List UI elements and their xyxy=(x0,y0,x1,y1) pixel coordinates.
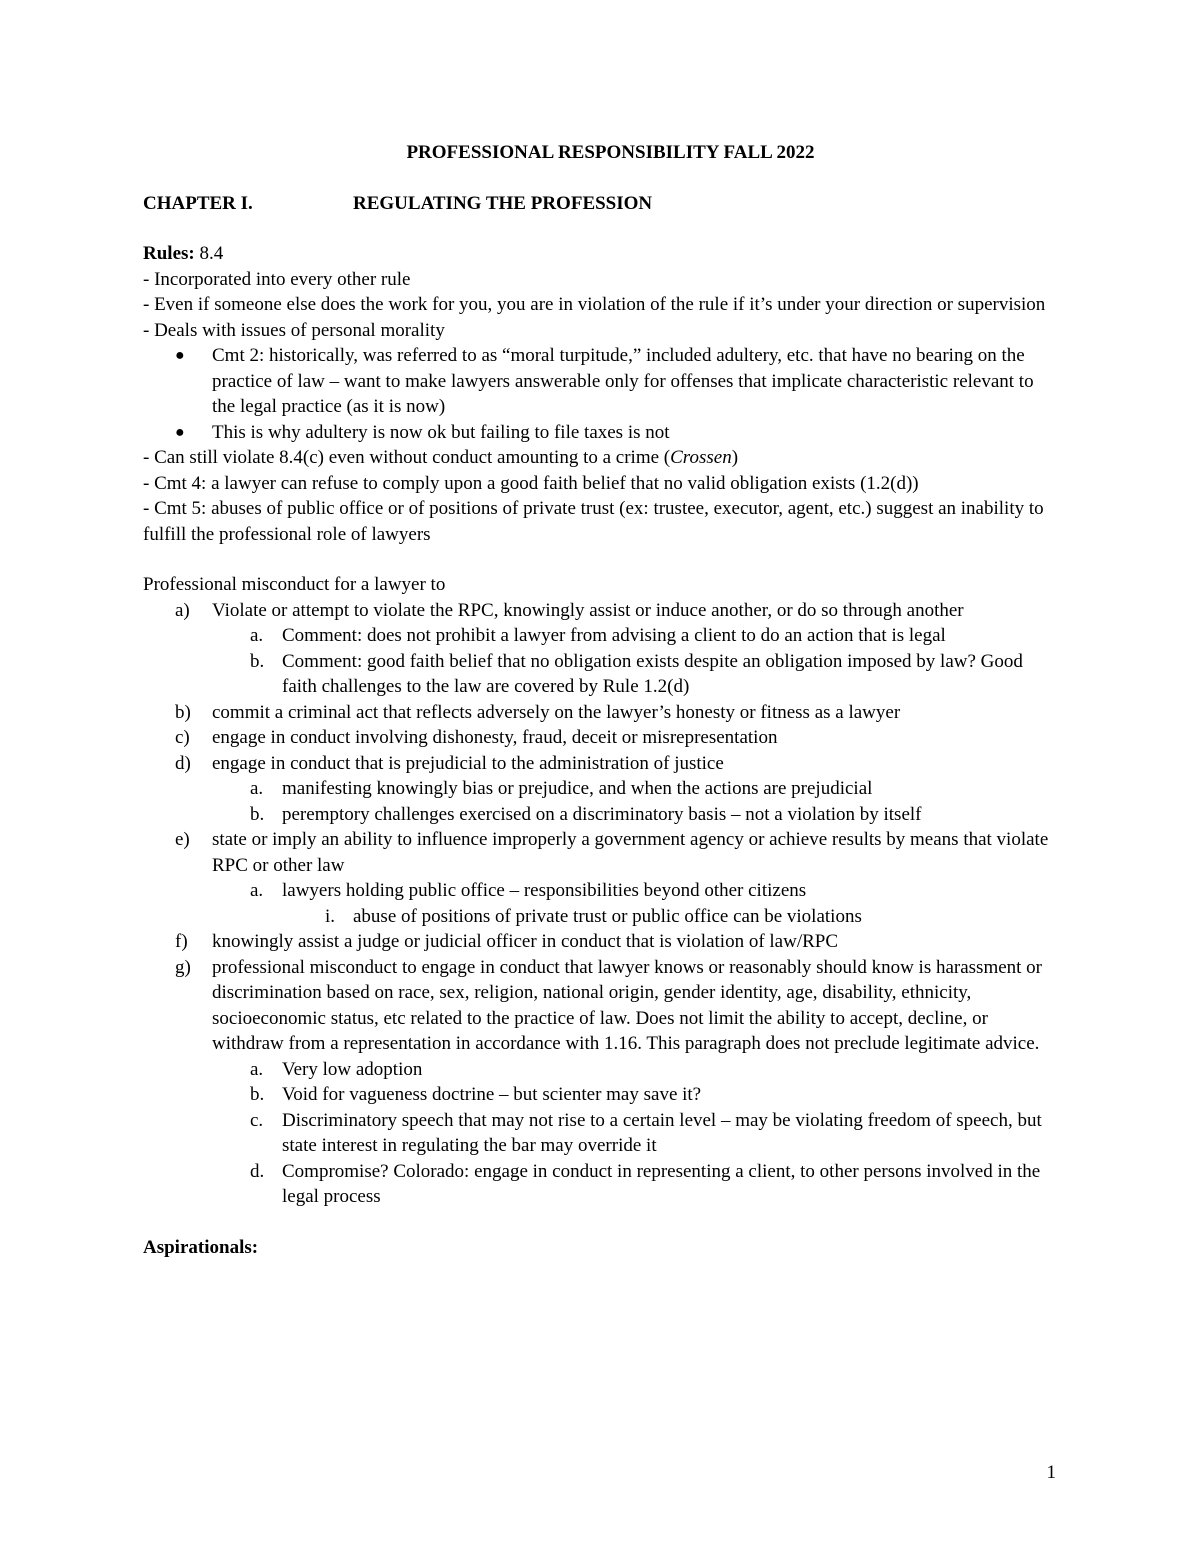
bullet-text: This is why adultery is now ok but failing to file taxes is not xyxy=(212,421,670,443)
list-text: engage in conduct involving dishonesty, fraud, deceit or misrepresentation xyxy=(212,727,778,748)
bullet-text: Cmt 2: historically, was referred to as “moral turpitude,” included adultery, etc. that have no bearing on the practice of law – want to make lawyers answerable only for offenses that implicate characteristic relevant to the legal practice (as it is now) xyxy=(212,345,1034,417)
list-item xyxy=(143,725,1060,751)
list-item xyxy=(143,1057,1060,1083)
list-text: lawyers holding public office – responsibilities beyond other citizens xyxy=(282,880,807,901)
bullet-item xyxy=(143,420,1060,446)
list-text: Compromise? Colorado: engage in conduct in representing a client, to other persons involved in the legal process xyxy=(282,1160,1041,1207)
rules-label: Rules: xyxy=(143,243,195,264)
chapter-heading xyxy=(143,191,1060,217)
list-item xyxy=(143,904,1060,930)
list-item xyxy=(143,1108,1060,1159)
page-number: 1 xyxy=(1046,1462,1056,1483)
note-text: ) xyxy=(731,447,739,468)
list-text: Void for vagueness doctrine – but scienter may save it? xyxy=(282,1084,702,1105)
note-text: - Can still violate 8.4(c) even without conduct amounting to a crime ( xyxy=(143,447,671,468)
list-item xyxy=(143,878,1060,904)
list-marker: g) xyxy=(175,956,191,978)
list-item xyxy=(143,623,1060,649)
list-item xyxy=(143,929,1060,955)
list-item xyxy=(143,827,1060,878)
document-title: PROFESSIONAL RESPONSIBILITY FALL 2022 xyxy=(406,142,815,163)
list-text: Very low adoption xyxy=(282,1058,423,1080)
list-marker: b. xyxy=(250,803,265,825)
list-text: state or imply an ability to influence improperly a government agency or achieve results by means that violate RPC or other law xyxy=(212,829,1049,876)
rules-value: 8.4 xyxy=(194,243,224,264)
list-marker: b) xyxy=(175,701,191,723)
list-marker: e) xyxy=(175,829,190,850)
list-item xyxy=(143,776,1060,802)
chapter-number: CHAPTER I. xyxy=(143,192,253,214)
list-text: commit a criminal act that reflects adversely on the lawyer’s honesty or fitness as a lawyer xyxy=(212,701,901,723)
list-marker: a. xyxy=(250,1058,264,1080)
list-text: manifesting knowingly bias or prejudice, and when the actions are prejudicial xyxy=(282,778,873,799)
list-text: Comment: good faith belief that no obligation exists despite an obligation imposed by law? Good faith challenges to the law are covered by Rule 1.2(d) xyxy=(282,650,1023,697)
note-line xyxy=(143,445,1060,471)
list-item xyxy=(143,598,1060,624)
list-item xyxy=(143,649,1060,700)
list-marker: a) xyxy=(175,599,190,621)
case-name: Crossen xyxy=(670,447,732,468)
list-marker: a. xyxy=(250,778,264,799)
list-item xyxy=(143,751,1060,777)
rules-line xyxy=(143,241,1060,267)
list-marker: i. xyxy=(325,905,336,927)
note-line: - Even if someone else does the work for you, you are in violation of the rule if it’s under your direction or supervision xyxy=(143,294,1046,315)
list-text: Discriminatory speech that may not rise to a certain level – may be violating freedom of speech, but state interest in regulating the bar may override it xyxy=(282,1109,1042,1156)
list-marker: b. xyxy=(250,650,265,672)
list-text: Violate or attempt to violate the RPC, knowingly assist or induce another, or do so through another xyxy=(212,599,964,621)
list-text: professional misconduct to engage in conduct that lawyer knows or reasonably should know is harassment or discrimination based on race, sex, religion, national origin, gender identity, age, disability, ethnicity, socioeconomic status, etc related to the practice of law. Does not limit the ability to accept, decline, or withdraw from a representation in accordance with 1.16. This paragraph does not preclude legitimate advice. xyxy=(212,956,1043,1054)
list-text: Comment: does not prohibit a lawyer from advising a client to do an action that is legal xyxy=(282,625,946,646)
bullet-icon: ● xyxy=(175,423,185,441)
aspirationals-heading: Aspirationals: xyxy=(143,1236,259,1258)
list-marker: d. xyxy=(250,1160,265,1182)
chapter-title: REGULATING THE PROFESSION xyxy=(353,192,653,214)
list-marker: c. xyxy=(250,1109,264,1131)
list-item xyxy=(143,1082,1060,1108)
spacer xyxy=(143,547,1060,572)
list-marker: b. xyxy=(250,1084,265,1105)
note-line: - Cmt 4: a lawyer can refuse to comply upon a good faith belief that no valid obligation exists (1.2(d)) xyxy=(143,472,919,494)
list-marker: c) xyxy=(175,727,190,748)
list-text: knowingly assist a judge or judicial officer in conduct that is violation of law/RPC xyxy=(212,931,839,952)
list-marker: a. xyxy=(250,880,264,901)
list-item xyxy=(143,700,1060,726)
list-item xyxy=(143,802,1060,828)
list-text: engage in conduct that is prejudicial to the administration of justice xyxy=(212,752,724,774)
note-line: - Deals with issues of personal morality xyxy=(143,319,445,341)
list-text: abuse of positions of private trust or public office can be violations xyxy=(353,905,862,927)
bullet-item xyxy=(143,343,1060,420)
list-marker: d) xyxy=(175,752,191,774)
list-marker: f) xyxy=(175,931,188,952)
note-line: - Incorporated into every other rule xyxy=(143,268,411,290)
list-item xyxy=(143,1159,1060,1210)
bullet-icon: ● xyxy=(175,347,185,364)
note-line: - Cmt 5: abuses of public office or of positions of private trust (ex: trustee, executor, agent, etc.) suggest an inability to fulfill the professional role of lawyers xyxy=(143,498,1044,545)
list-text: peremptory challenges exercised on a discriminatory basis – not a violation by itself xyxy=(282,803,922,825)
spacer xyxy=(143,1210,1060,1235)
list-item xyxy=(143,955,1060,1057)
list-marker: a. xyxy=(250,625,264,646)
misconduct-intro: Professional misconduct for a lawyer to xyxy=(143,574,446,595)
